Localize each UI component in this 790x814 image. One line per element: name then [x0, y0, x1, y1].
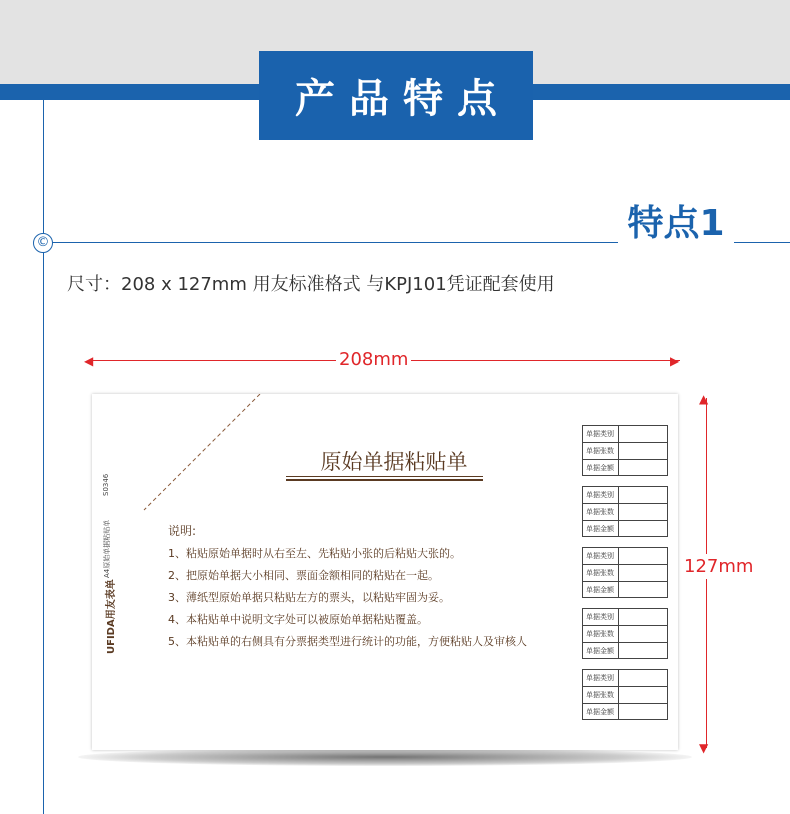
tally-label-category: 单据类别	[583, 670, 619, 686]
sheet-vertical-subtitle: A4原始单据粘贴单	[103, 519, 111, 578]
sheet-vertical-brand: UFIDA用友表单	[106, 579, 117, 654]
tally-label-count: 单据张数	[583, 565, 619, 581]
spec-text: 尺寸：208 x 127mm 用友标准格式 与KPJ101凭证配套使用	[67, 274, 555, 295]
arrow-left-icon: ◀	[84, 354, 94, 368]
note-line: 1、粘贴原始单据时从右至左、先粘贴小张的后粘贴大张的。	[168, 547, 461, 560]
tally-label-amount: 单据金额	[583, 521, 619, 537]
tally-box	[582, 425, 668, 476]
tally-label-count: 单据张数	[583, 504, 619, 520]
tally-label-category: 单据类别	[583, 487, 619, 503]
height-dimension-label: 127mm	[684, 556, 754, 577]
tally-label-amount: 单据金额	[583, 704, 619, 720]
arrow-up-icon: ▲	[699, 392, 709, 406]
sheet-title: 原始单据粘贴单	[320, 450, 468, 474]
width-dimension-label: 208mm	[336, 349, 411, 370]
paste-sheet	[92, 394, 678, 750]
tally-label-amount: 单据金额	[583, 460, 619, 476]
tally-box	[582, 608, 668, 659]
sheet-vertical-code: S0346	[102, 473, 110, 496]
tally-box	[582, 486, 668, 537]
note-line: 5、本粘贴单的右侧具有分票据类型进行统计的功能，方便粘贴人及审核人	[168, 635, 527, 648]
left-vertical-rule	[43, 100, 44, 814]
tally-label-category: 单据类别	[583, 426, 619, 442]
tally-box	[582, 547, 668, 598]
tally-box	[582, 669, 668, 720]
tally-label-count: 单据张数	[583, 626, 619, 642]
feature-label: 特点1	[618, 200, 734, 248]
arrow-right-icon: ▶	[670, 354, 680, 368]
tally-label-count: 单据张数	[583, 687, 619, 703]
tally-label-amount: 单据金额	[583, 582, 619, 598]
tally-label-count: 单据张数	[583, 443, 619, 459]
notes-heading: 说明:	[168, 524, 197, 538]
tally-label-amount: 单据金额	[583, 643, 619, 659]
sheet-title-rule-double	[286, 479, 483, 481]
page-title: 产品特点	[259, 51, 533, 140]
tally-label-category: 单据类别	[583, 548, 619, 564]
sheet-shadow	[78, 748, 692, 766]
note-line: 2、把原始单据大小相同、票面金额相同的粘贴在一起。	[168, 569, 439, 582]
note-line: 3、薄纸型原始单据只粘贴左方的票头，以粘贴牢固为妥。	[168, 591, 450, 604]
tally-label-category: 单据类别	[583, 609, 619, 625]
sheet-title-rule	[286, 476, 483, 477]
arrow-down-icon: ▼	[699, 741, 709, 755]
copyright-icon: ©	[33, 233, 53, 253]
note-line: 4、本粘贴单中说明文字处可以被原始单据粘贴覆盖。	[168, 613, 428, 626]
